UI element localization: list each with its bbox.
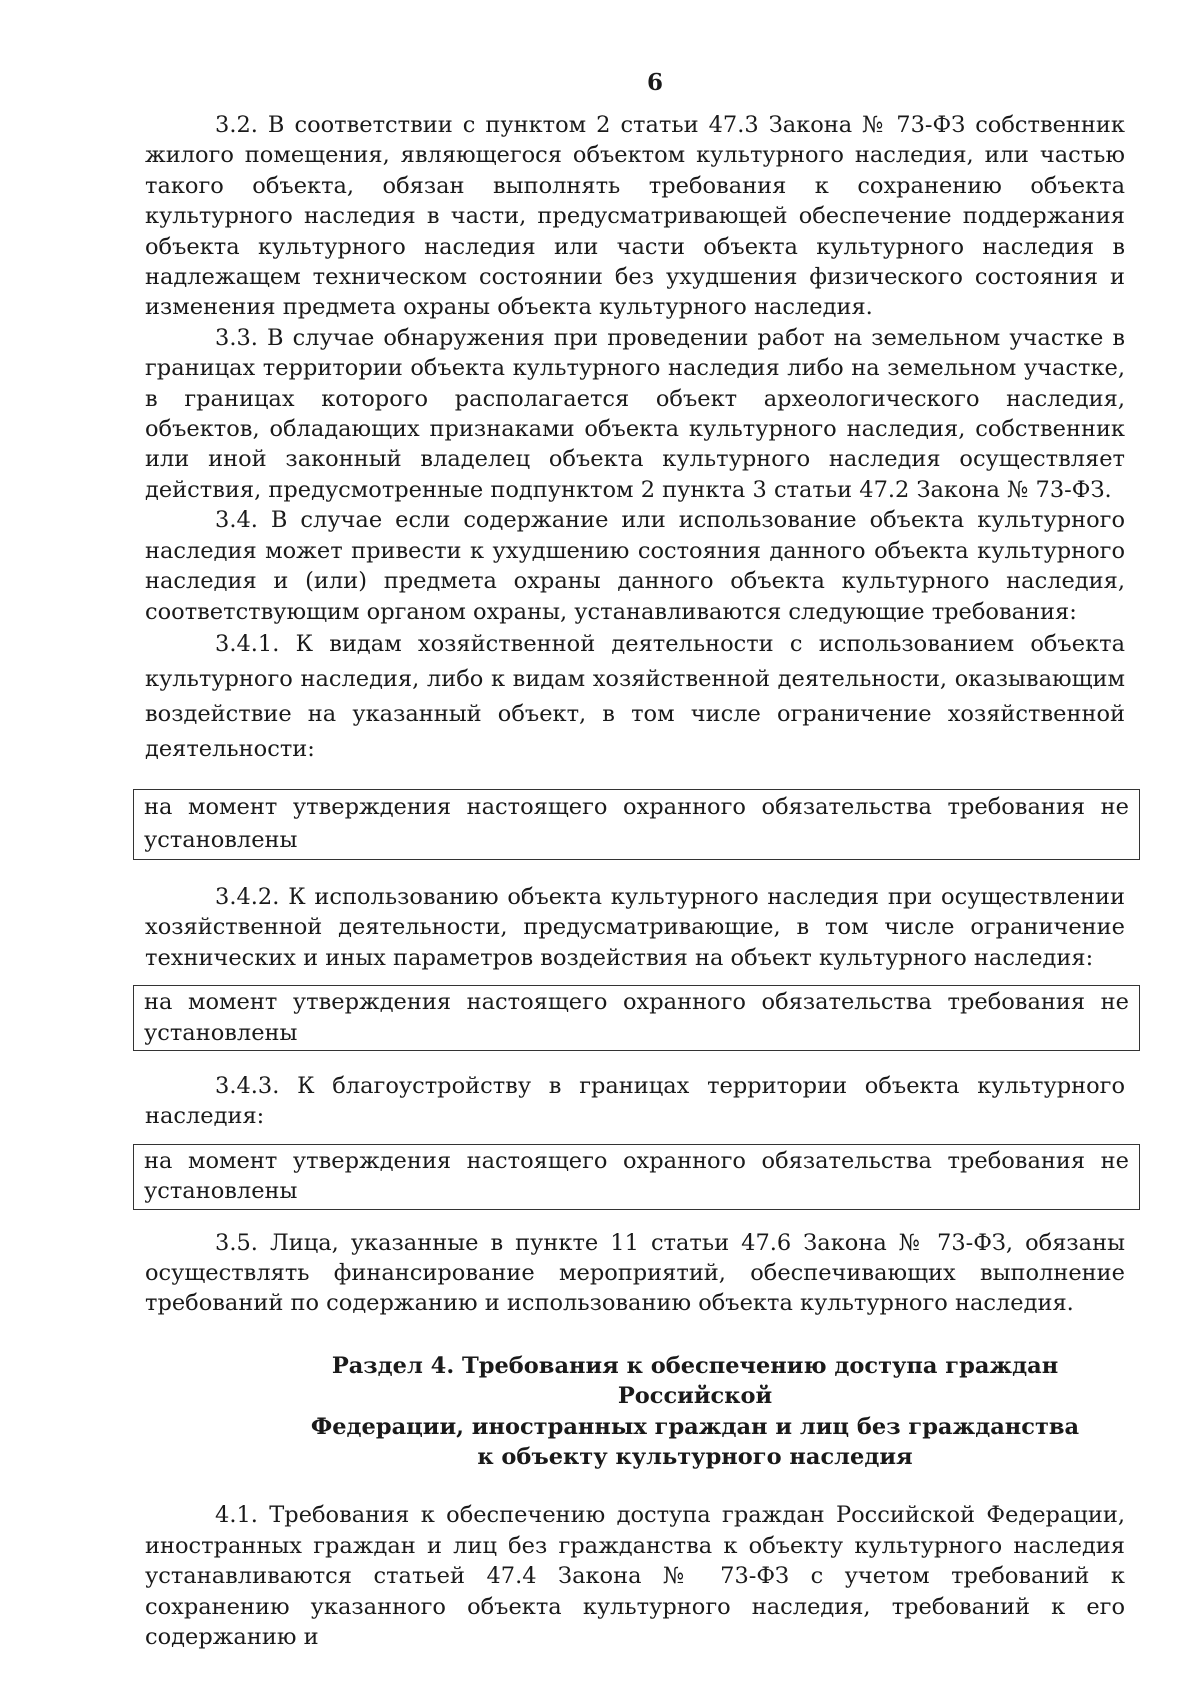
paragraph-3-2: 3.2. В соответствии с пунктом 2 статьи 47.3 Закона № 73-ФЗ собственник жилого помещения, являющегося объектом культурного наследия, или частью такого объекта, обязан выполнять требования к сохранению объекта культурного наследия в части, предусматривающей обеспечение поддержания объекта культурного наследия или части объекта культурного наследия в надлежащем техническом состоянии без ухудшения физического состояния и изменения предмета охраны объекта культурного наследия. [145,112,1125,321]
section-4-heading-line-3: к объекту культурного наследия [477,1444,913,1470]
requirement-box-3: на момент утверждения настоящего охранного обязательства требования не установлены [133,1144,1140,1210]
page-number: 6 [646,69,663,96]
paragraph-3-4: 3.4. В случае если содержание или использование объекта культурного наследия может привести к ухудшению состояния данного объекта культурного наследия и (или) предмета охраны данного объекта культурного наследия, соответствующим органом охраны, устанавливаются следующие требования: [145,507,1125,625]
section-4-heading [145,1351,1125,1473]
paragraph-3-3: 3.3. В случае обнаружения при проведении работ на земельном участке в границах территории объекта культурного наследия либо на земельном участке, в границах которого располагается объект археологического наследия, объектов, обладающих признаками объекта культурного наследия, собственник или иной законный владелец объекта культурного наследия осуществляет действия, предусмотренные подпунктом 2 пункта 3 статьи 47.2 Закона № 73-ФЗ. [145,324,1125,503]
paragraph-3-4-1: 3.4.1. К видам хозяйственной деятельности с использованием объекта культурного наследия, либо к видам хозяйственной деятельности, оказывающим воздействие на указанный объект, в том числе ограничение хозяйственной деятельности: [145,630,1125,762]
paragraph-4-1: 4.1. Требования к обеспечению доступа граждан Российской Федерации, иностранных граждан и лиц без гражданства к объекту культурного наследия устанавливаются статьей 47.4 Закона № 73-ФЗ с учетом требований к сохранению указанного объекта культурного наследия, требований к его содержанию и [145,1502,1125,1651]
requirement-box-1: на момент утверждения настоящего охранного обязательства требования не установлены [133,789,1140,860]
paragraph-3-5: 3.5. Лица, указанные в пункте 11 статьи 47.6 Закона № 73-ФЗ, обязаны осуществлять финансирование мероприятий, обеспечивающих выполнение требований по содержанию и использованию объекта культурного наследия. [145,1229,1125,1317]
section-4-heading-line-1: Раздел 4. Требования к обеспечению доступа граждан Российской [331,1352,1059,1410]
section-4-heading-line-2: Федерации, иностранных граждан и лиц без гражданства [310,1413,1080,1440]
document-page [144,68,1129,1652]
requirement-box-2: на момент утверждения настоящего охранного обязательства требования не установлены [133,985,1140,1051]
paragraph-3-4-3: 3.4.3. К благоустройству в границах территории объекта культурного наследия: [145,1072,1125,1130]
paragraph-3-4-2: 3.4.2. К использованию объекта культурного наследия при осуществлении хозяйственной деятельности, предусматривающие, в том числе ограничение технических и иных параметров воздействия на объект культурного наследия: [145,883,1125,971]
